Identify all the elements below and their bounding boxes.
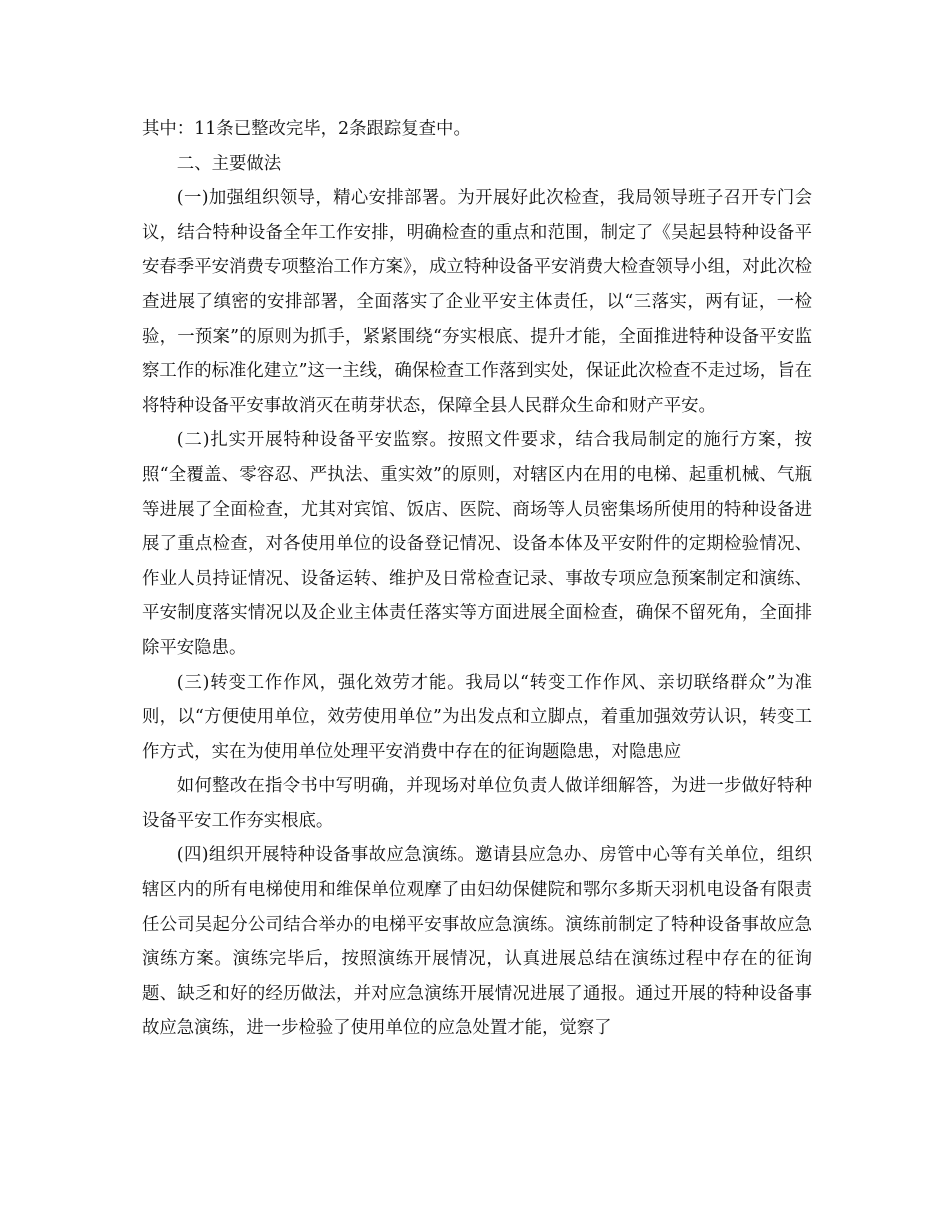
paragraph-work-style-continued: 如何整改在指令书中写明确，并现场对单位负责人做详细解答，为进一步做好特种设备平安工作夯实根底。 <box>142 776 812 831</box>
paragraph-safety-inspection: (二)扎实开展特种设备平安监察。按照文件要求，结合我局制定的施行方案，按照“全覆盖、零容忍、严执法、重实效”的原则，对辖区内在用的电梯、起重机械、气瓶等进展了全面检查，尤其对宾馆、饭店、医院、商场等人员密集场所使用的特种设备进展了重点检查，对各使用单位的设备登记情况、设备本体及平安附件的定期检验情况、作业人员持证情况、设备运转、维护及日常检查记录、事故专项应急预案制定和演练、平安制度落实情况以及企业主体责任落实等方面进展全面检查，确保不留死角，全面排除平安隐患。 <box>142 430 812 658</box>
paragraph-continuation: 其中：11条已整改完毕，2条跟踪复查中。 <box>142 119 471 139</box>
section-heading: 二、主要做法 <box>176 153 282 174</box>
paragraph-emergency-drill: (四)组织开展特种设备事故应急演练。邀请县应急办、房管中心等有关单位，组织辖区内的所有电梯使用和维保单位观摩了由妇幼保健院和鄂尔多斯天羽机电设备有限责任公司吴起分公司结合举办的电梯平安事故应急演练。演练前制定了特种设备事故应急演练方案。演练完毕后，按照演练开展情况，认真进展总结在演练过程中存在的征询题、缺乏和好的经历做法，并对应急演练开展情况进展了通报。通过开展的特种设备事故应急演练，进一步检验了使用单位的应急处置才能，觉察了 <box>142 845 812 1039</box>
paragraph-organization-leadership: (一)加强组织领导，精心安排部署。为开展好此次检查，我局领导班子召开专门会议，结合特种设备全年工作安排，明确检查的重点和范围，制定了《吴起县特种设备平安春季平安消费专项整治工作方案》，成立特种设备平安消费大检查领导小组，对此次检查进展了缜密的安排部署，全面落实了企业平安主体责任，以“三落实，两有证，一检验，一预案”的原则为抓手，紧紧围绕“夯实根底、提升才能，全面推进特种设备平安监察工作的标准化建立”这一主线，确保检查工作落到实处，保证此次检查不走过场，旨在将特种设备平安事故消灭在萌芽状态，保障全县人民群众生命和财产平安。 <box>142 188 812 416</box>
document-body <box>142 112 812 1046</box>
paragraph-work-style: (三)转变工作作风，强化效劳才能。我局以“转变工作作风、亲切联络群众”为准则，以“方便使用单位，效劳使用单位”为出发点和立脚点，着重加强效劳认识，转变工作方式，实在为使用单位处理平安消费中存在的征询题隐患，对隐患应 <box>142 672 812 762</box>
